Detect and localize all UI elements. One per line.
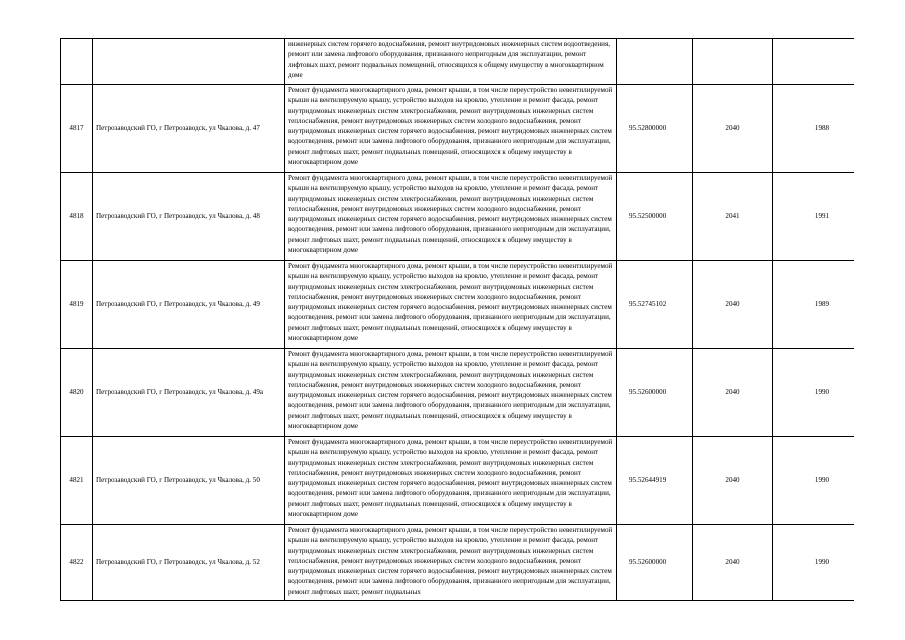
plan-year-cell: 2040 bbox=[693, 85, 773, 173]
built-year-cell bbox=[773, 39, 855, 85]
table-row bbox=[61, 525, 855, 601]
capital-repair-table bbox=[60, 38, 854, 601]
row-number: 4819 bbox=[61, 261, 93, 349]
row-number: 4820 bbox=[61, 349, 93, 437]
works-cell: Ремонт фундамента многоквартирного дома, ремонт крыши, в том числе переустройство невентилируемой крыши на вентилируемую крышу, устройство выходов на кровлю, утепление и ремонт фасада, ремонт внутридомовых инженерных систем электроснабжения, ремонт внутридомовых инженерных систем теплоснабжения, ремонт внутридомовых инженерных систем холодного водоснабжения, ремонт внутридомовых инженерных систем горячего водоснабжения, ремонт внутридомовых инженерных систем водоотведения, ремонт или замена лифтового оборудования, признанного непригодным для эксплуатации, ремонт лифтовых шахт, ремонт подвальных помещений, относящихся к общему имуществу в многоквартирном доме bbox=[285, 437, 617, 525]
built-year-cell: 1990 bbox=[773, 525, 855, 601]
address-cell: Петрозаводский ГО, г Петрозаводск, ул Чкалова, д. 47 bbox=[93, 85, 285, 173]
works-cell: Ремонт фундамента многоквартирного дома, ремонт крыши, в том числе переустройство невентилируемой крыши на вентилируемую крышу, устройство выходов на кровлю, утепление и ремонт фасада, ремонт внутридомовых инженерных систем электроснабжения, ремонт внутридомовых инженерных систем теплоснабжения, ремонт внутридомовых инженерных систем холодного водоснабжения, ремонт внутридомовых инженерных систем горячего водоснабжения, ремонт внутридомовых инженерных систем водоотведения, ремонт или замена лифтового оборудования, признанного непригодным для эксплуатации, ремонт лифтовых шахт, ремонт подвальных bbox=[285, 525, 617, 601]
code-cell: 95.52500000 bbox=[617, 173, 693, 261]
plan-year-cell: 2040 bbox=[693, 349, 773, 437]
address-cell: Петрозаводский ГО, г Петрозаводск, ул Чкалова, д. 52 bbox=[93, 525, 285, 601]
plan-year-cell bbox=[693, 39, 773, 85]
row-number: 4817 bbox=[61, 85, 93, 173]
address-cell: Петрозаводский ГО, г Петрозаводск, ул Чкалова, д. 48 bbox=[93, 173, 285, 261]
plan-year-cell: 2040 bbox=[693, 437, 773, 525]
row-number: 4822 bbox=[61, 525, 93, 601]
table-row bbox=[61, 39, 855, 85]
built-year-cell: 1989 bbox=[773, 261, 855, 349]
document-page bbox=[60, 38, 854, 614]
table-body bbox=[61, 39, 855, 601]
table-row bbox=[61, 173, 855, 261]
address-cell: Петрозаводский ГО, г Петрозаводск, ул Чкалова, д. 49 bbox=[93, 261, 285, 349]
table-row bbox=[61, 349, 855, 437]
address-cell: Петрозаводский ГО, г Петрозаводск, ул Чкалова, д. 49а bbox=[93, 349, 285, 437]
works-cell: инженерных систем горячего водоснабжения, ремонт внутридомовых инженерных систем водоотведения, ремонт или замена лифтового оборудования, признанного непригодным для эксплуатации, ремонт лифтовых шахт, ремонт подвальных помещений, относящихся к общему имуществу в многоквартирном доме bbox=[285, 39, 617, 85]
works-cell: Ремонт фундамента многоквартирного дома, ремонт крыши, в том числе переустройство невентилируемой крыши на вентилируемую крышу, устройство выходов на кровлю, утепление и ремонт фасада, ремонт внутридомовых инженерных систем электроснабжения, ремонт внутридомовых инженерных систем теплоснабжения, ремонт внутридомовых инженерных систем холодного водоснабжения, ремонт внутридомовых инженерных систем горячего водоснабжения, ремонт внутридомовых инженерных систем водоотведения, ремонт или замена лифтового оборудования, признанного непригодным для эксплуатации, ремонт лифтовых шахт, ремонт подвальных помещений, относящихся к общему имуществу в многоквартирном доме bbox=[285, 261, 617, 349]
built-year-cell: 1990 bbox=[773, 349, 855, 437]
plan-year-cell: 2040 bbox=[693, 261, 773, 349]
code-cell: 95.52800000 bbox=[617, 85, 693, 173]
code-cell: 95.52644919 bbox=[617, 437, 693, 525]
row-number bbox=[61, 39, 93, 85]
code-cell: 95.52600000 bbox=[617, 349, 693, 437]
table-row bbox=[61, 85, 855, 173]
plan-year-cell: 2041 bbox=[693, 173, 773, 261]
plan-year-cell: 2040 bbox=[693, 525, 773, 601]
row-number: 4818 bbox=[61, 173, 93, 261]
works-cell: Ремонт фундамента многоквартирного дома, ремонт крыши, в том числе переустройство невентилируемой крыши на вентилируемую крышу, устройство выходов на кровлю, утепление и ремонт фасада, ремонт внутридомовых инженерных систем электроснабжения, ремонт внутридомовых инженерных систем теплоснабжения, ремонт внутридомовых инженерных систем холодного водоснабжения, ремонт внутридомовых инженерных систем горячего водоснабжения, ремонт внутридомовых инженерных систем водоотведения, ремонт или замена лифтового оборудования, признанного непригодным для эксплуатации, ремонт лифтовых шахт, ремонт подвальных помещений, относящихся к общему имуществу в многоквартирном доме bbox=[285, 349, 617, 437]
table-row bbox=[61, 261, 855, 349]
code-cell: 95.52600000 bbox=[617, 525, 693, 601]
code-cell bbox=[617, 39, 693, 85]
built-year-cell: 1990 bbox=[773, 437, 855, 525]
address-cell bbox=[93, 39, 285, 85]
works-cell: Ремонт фундамента многоквартирного дома, ремонт крыши, в том числе переустройство невентилируемой крыши на вентилируемую крышу, устройство выходов на кровлю, утепление и ремонт фасада, ремонт внутридомовых инженерных систем электроснабжения, ремонт внутридомовых инженерных систем теплоснабжения, ремонт внутридомовых инженерных систем холодного водоснабжения, ремонт внутридомовых инженерных систем горячего водоснабжения, ремонт внутридомовых инженерных систем водоотведения, ремонт или замена лифтового оборудования, признанного непригодным для эксплуатации, ремонт лифтовых шахт, ремонт подвальных помещений, относящихся к общему имуществу в многоквартирном доме bbox=[285, 85, 617, 173]
row-number: 4821 bbox=[61, 437, 93, 525]
built-year-cell: 1991 bbox=[773, 173, 855, 261]
address-cell: Петрозаводский ГО, г Петрозаводск, ул Чкалова, д. 50 bbox=[93, 437, 285, 525]
table-row bbox=[61, 437, 855, 525]
code-cell: 95.52745102 bbox=[617, 261, 693, 349]
works-cell: Ремонт фундамента многоквартирного дома, ремонт крыши, в том числе переустройство невентилируемой крыши на вентилируемую крышу, устройство выходов на кровлю, утепление и ремонт фасада, ремонт внутридомовых инженерных систем электроснабжения, ремонт внутридомовых инженерных систем теплоснабжения, ремонт внутридомовых инженерных систем холодного водоснабжения, ремонт внутридомовых инженерных систем горячего водоснабжения, ремонт внутридомовых инженерных систем водоотведения, ремонт или замена лифтового оборудования, признанного непригодным для эксплуатации, ремонт лифтовых шахт, ремонт подвальных помещений, относящихся к общему имуществу в многоквартирном доме bbox=[285, 173, 617, 261]
built-year-cell: 1988 bbox=[773, 85, 855, 173]
